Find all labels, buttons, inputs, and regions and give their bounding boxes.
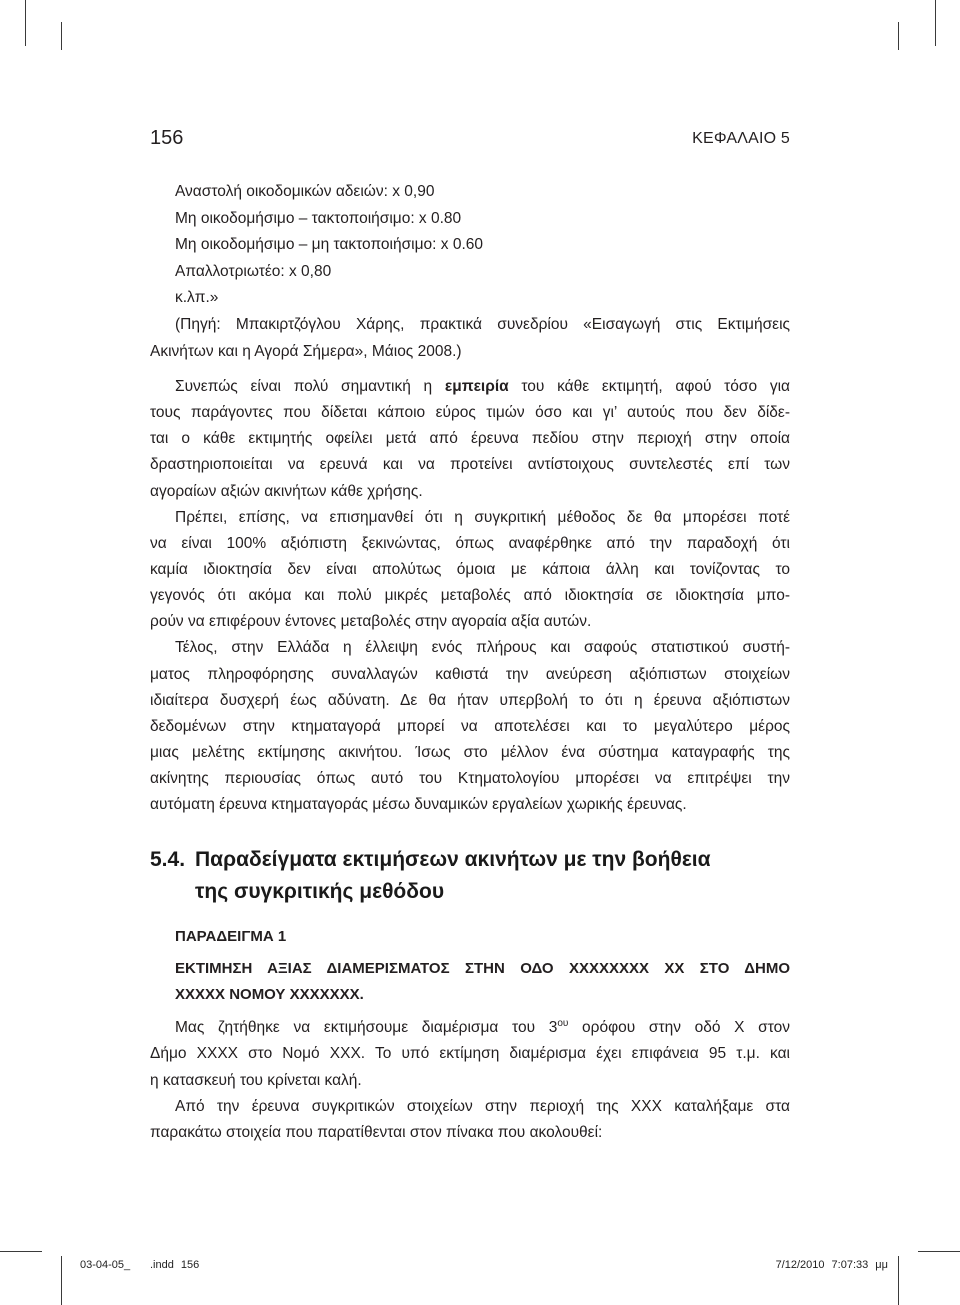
slug-indd: .indd 156	[150, 1259, 200, 1271]
text-line: να είναι 100% αξιόπιστη ξεκινώντας, όπως αναφέρθηκε από την παραδοχή ότι	[150, 534, 790, 552]
text-line: Πρέπει, επίσης, να επισημανθεί ότι η συγκριτική μέθοδος δε θα μπορέσει ποτέ	[175, 508, 790, 526]
slug-filename: 03-04-05_	[80, 1259, 131, 1271]
list-item: Μη οικοδομήσιμο – μη τακτοποιήσιμο: x 0.60	[175, 236, 484, 254]
text-line: αγοραίων αξιών ακινήτων κάθε χρήσης.	[150, 482, 423, 500]
text-line: τους παράγοντες που δίδεται κάποιο εύρος τιμών όσο και γι’ αυτούς που δεν δίδε-	[150, 404, 790, 422]
crop-mark	[918, 1251, 960, 1252]
emphasis-text: εμπειρία	[444, 378, 509, 395]
page-number: 156	[150, 127, 184, 149]
text-line: καμία ιδιοκτησία δεν είναι απολύτως όμοια με κάποια άλλη και τονίζοντας το	[150, 560, 790, 578]
text-run: Συνεπώς είναι πολύ σημαντική η	[175, 378, 445, 395]
section-title-line: Παραδείγματα εκτιμήσεων ακινήτων με την βοήθεια	[195, 848, 711, 871]
crop-mark	[0, 1251, 42, 1252]
section-number: 5.4.	[150, 848, 186, 871]
text-run: του κάθε εκτιμητή, αφού τόσο για	[508, 378, 790, 395]
example-title-line: ΧΧΧΧΧ ΝΟΜΟΥ ΧΧΧΧΧΧΧ.	[175, 986, 364, 1003]
text-line: ματος πληροφόρησης συναλλαγών καθιστά την ανεύρεση αξιόπιστων στοιχείων	[150, 665, 790, 683]
text-line: δεδομένων στην κτηματαγορά μπορεί να αποτελέσει και το μεγαλύτερο μέρος	[150, 717, 790, 735]
crop-mark	[935, 0, 936, 46]
crop-mark	[898, 1256, 899, 1305]
list-item: κ.λπ.»	[175, 289, 219, 307]
crop-mark	[25, 0, 26, 46]
text-line: η κατασκευή του κρίνεται καλή.	[150, 1071, 362, 1089]
section-title-line: της συγκριτικής μεθόδου	[195, 880, 445, 903]
list-item: Απαλλοτριωτέο: x 0,80	[175, 262, 332, 280]
text-line: δραστηριοποιείται να ερευνά και να προτείνει αντίστοιχους συντελεστές επί των	[150, 456, 790, 474]
example-title-line: ΕΚΤΙΜΗΣΗ ΑΞΙΑΣ ΔΙΑΜΕΡΙΣΜΑΤΟΣ ΣΤΗΝ ΟΔΟ ΧΧΧΧΧΧΧΧ ΧΧ ΣΤΟ ΔΗΜΟ	[175, 960, 790, 977]
text-line: αυτόματη έρευνα κτηματαγοράς μέσω δυναμικών εργαλείων χωρικής έρευνας.	[150, 796, 687, 814]
example-label: ΠΑΡΑΔΕΙΓΜΑ 1	[175, 928, 287, 945]
body-text	[150, 374, 790, 818]
crop-mark	[61, 22, 62, 50]
text-run: ορόφου στην οδό Χ στον	[568, 1019, 790, 1036]
list-item: Αναστολή οικοδομικών αδειών: x 0,90	[175, 183, 435, 200]
text-line: Δήμο ΧΧΧΧ στο Νομό ΧΧΧ. Το υπό εκτίμηση διαμέρισμα έχει επιφάνεια 95 τ.μ. και	[150, 1045, 790, 1063]
crop-mark	[898, 22, 899, 50]
text-line: γεγονός ότι ακόμα και πολύ μικρές μεταβολές από ιδιοκτησία σε ιδιοκτησία μπο-	[150, 587, 790, 605]
text-line: παρακάτω στοιχεία που παρατίθενται στον πίνακα που ακολουθεί:	[150, 1124, 603, 1141]
text-line	[150, 374, 790, 400]
text-line: ται ο κάθε εκτιμητής οφείλει μετά από έρευνα πεδίου στην περιοχή στην οποία	[150, 430, 790, 448]
section-heading	[150, 844, 790, 908]
example-text	[150, 1015, 790, 1146]
source-note-line: (Πηγή: Μπακιρτζόγλου Χάρης, πρακτικά συνεδρίου «Εισαγωγή στις Εκτιμήσεις	[175, 315, 790, 333]
text-line: ρούν να επιφέρουν έντονες μεταβολές στην αγοραία αξία αυτών.	[150, 613, 592, 631]
text-line: ιδιαίτερα δυσχερή έως αδύνατη. Δε θα ήταν υπερβολή το ότι η έρευνα αξιόπιστων	[150, 691, 790, 709]
text-line	[150, 1015, 790, 1041]
ordinal-superscript: ου	[557, 1018, 569, 1029]
crop-mark	[61, 1256, 62, 1305]
text-line: Τέλος, στην Ελλάδα η έλλειψη ενός πλήρους και σαφούς στατιστικού συστή-	[175, 639, 790, 657]
text-run: Μας ζητήθηκε να εκτιμήσουμε διαμέρισμα του 3	[175, 1019, 558, 1036]
source-note-line: Ακινήτων και η Αγορά Σήμερα», Μάιος 2008.)	[150, 342, 462, 360]
example-title	[175, 956, 790, 1008]
text-line: Από την έρευνα συγκριτικών στοιχείων στην περιοχή της ΧΧΧ καταλήξαμε στα	[175, 1097, 790, 1115]
text-line: ακίνητης περιουσίας όπως αυτό του Κτηματολογίου μπορέσει να επιτρέψει την	[150, 770, 790, 788]
chapter-label: ΚΕΦΑΛΑΙΟ 5	[692, 130, 790, 147]
list-item: Μη οικοδομήσιμο – τακτοποιήσιμο: x 0.80	[175, 209, 462, 227]
text-line: μιας μελέτης εκτίμησης ακινήτου. Ίσως στο μέλλον ένα σύστημα καταγραφής της	[150, 743, 790, 761]
coefficient-list	[150, 179, 790, 365]
slug-timestamp: 7/12/2010 7:07:33 μμ	[775, 1259, 888, 1271]
